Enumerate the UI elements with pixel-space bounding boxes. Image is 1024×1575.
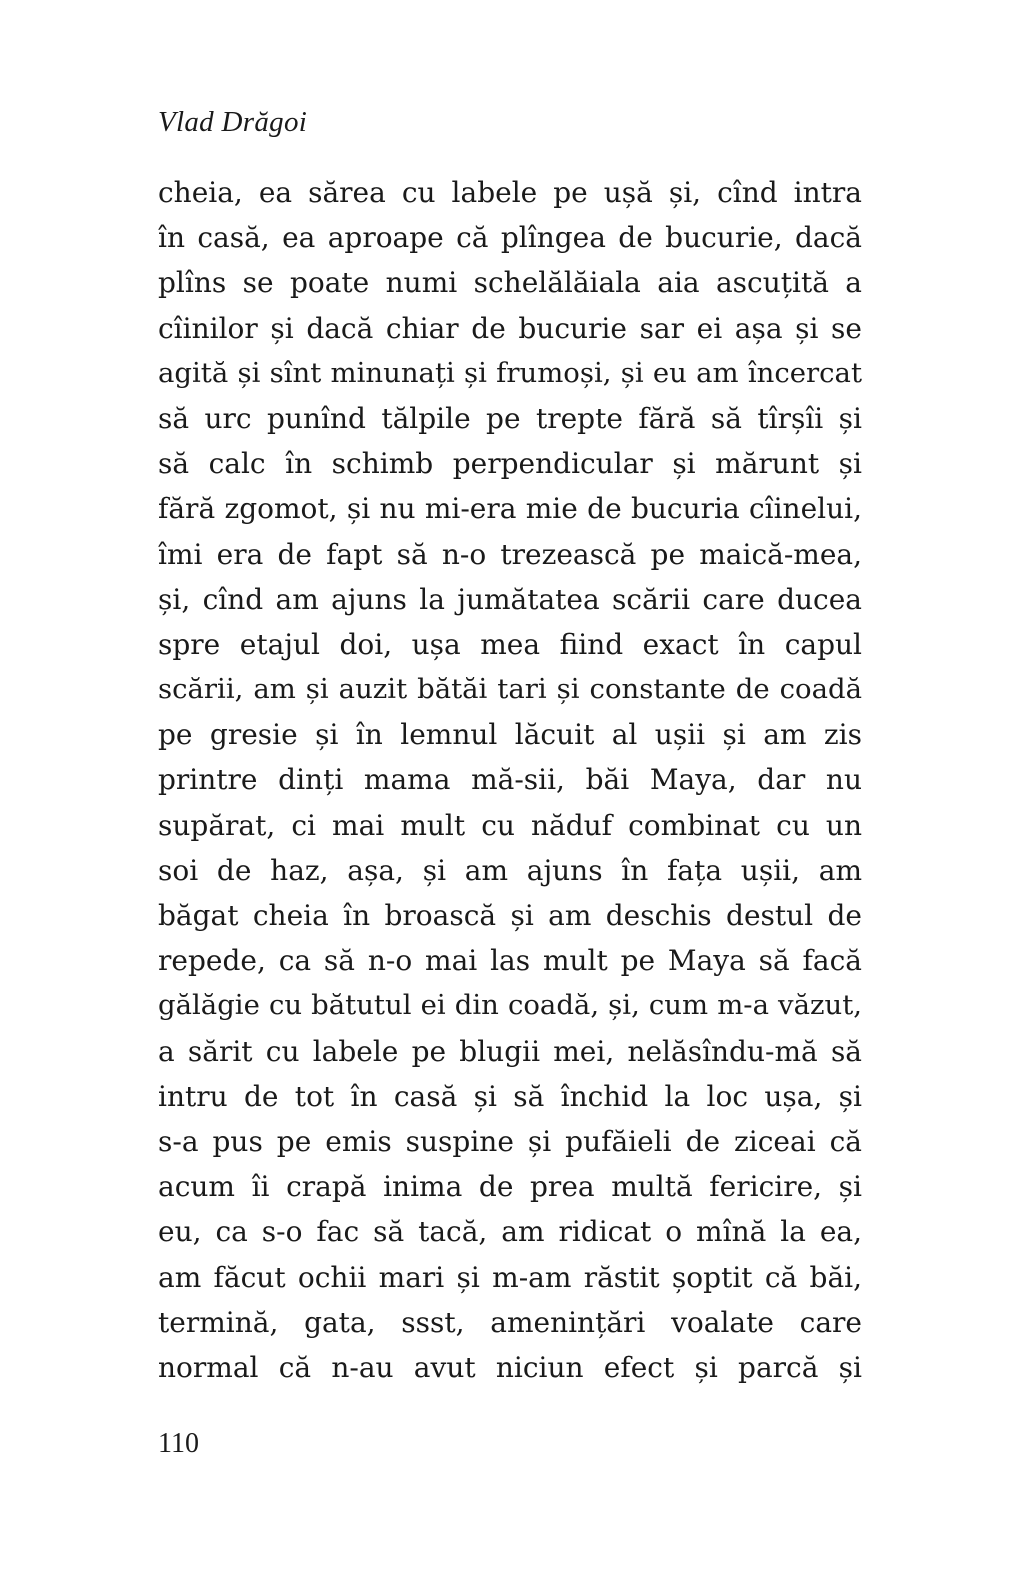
text-line: intru de tot în casă și să închid la loc ușa, și (158, 1079, 862, 1113)
text-line: pe gresie și în lemnul lăcuit al ușii și am zis (158, 718, 862, 752)
text-line: băgat cheia în broască și am deschis destul de (158, 899, 862, 932)
text-line: să urc punînd tălpile pe trepte fără să tîrșîi și (158, 401, 862, 435)
text-line: eu, ca s-o fac să tacă, am ridicat o mînă la ea, (158, 1215, 862, 1249)
text-line: s-a pus pe emis suspine și pufăieli de ziceai că (158, 1124, 862, 1158)
text-line: să calc în schimb perpendicular și mărunt și (158, 447, 862, 481)
text-line: spre etajul doi, ușa mea fiind exact în capul (158, 627, 862, 661)
text-line: acum îi crapă inima de prea multă fericire, și (158, 1170, 862, 1204)
body-text (158, 170, 862, 1390)
text-line: normal că n-au avut niciun efect și parcă și (158, 1350, 862, 1384)
page-number: 110 (158, 1428, 199, 1459)
text-line: îmi era de fapt să n-o trezească pe maică-mea, (158, 537, 862, 571)
text-line: fără zgomot, și nu mi-era mie de bucuria cîinelui, (158, 492, 862, 526)
text-line: plîns se poate numi schelălăiala aia ascuțită a (158, 266, 862, 300)
text-line: termină, gata, ssst, amenințări voalate care (158, 1305, 862, 1339)
running-header-author: Vlad Drăgoi (158, 106, 308, 138)
text-line: am făcut ochii mari și m-am răstit șoptit că băi, (158, 1260, 862, 1294)
text-line: și, cînd am ajuns la jumătatea scării care ducea (158, 582, 862, 616)
text-line: a sărit cu labele pe blugii mei, nelăsîndu-mă să (158, 1034, 862, 1068)
text-line: agită și sînt minunați și frumoși, și eu am încercat (158, 356, 862, 389)
text-line: gălăgie cu bătutul ei din coadă, și, cum m-a văzut, (158, 989, 862, 1022)
text-line: supărat, ci mai mult cu năduf combinat cu un (158, 808, 862, 842)
text-line: cheia, ea sărea cu labele pe ușă și, cînd intra (158, 176, 862, 209)
text-line: soi de haz, așa, și am ajuns în fața ușii, am (158, 853, 862, 887)
text-line: cîinilor și dacă chiar de bucurie sar ei așa și se (158, 311, 862, 345)
text-line: scării, am și auzit bătăi tari și constante de coadă (158, 673, 862, 706)
text-line: în casă, ea aproape că plîngea de bucurie, dacă (158, 221, 862, 255)
text-line: repede, ca să n-o mai las mult pe Maya să facă (158, 944, 862, 978)
text-line: printre dinți mama mă-sii, băi Maya, dar nu (158, 763, 862, 797)
